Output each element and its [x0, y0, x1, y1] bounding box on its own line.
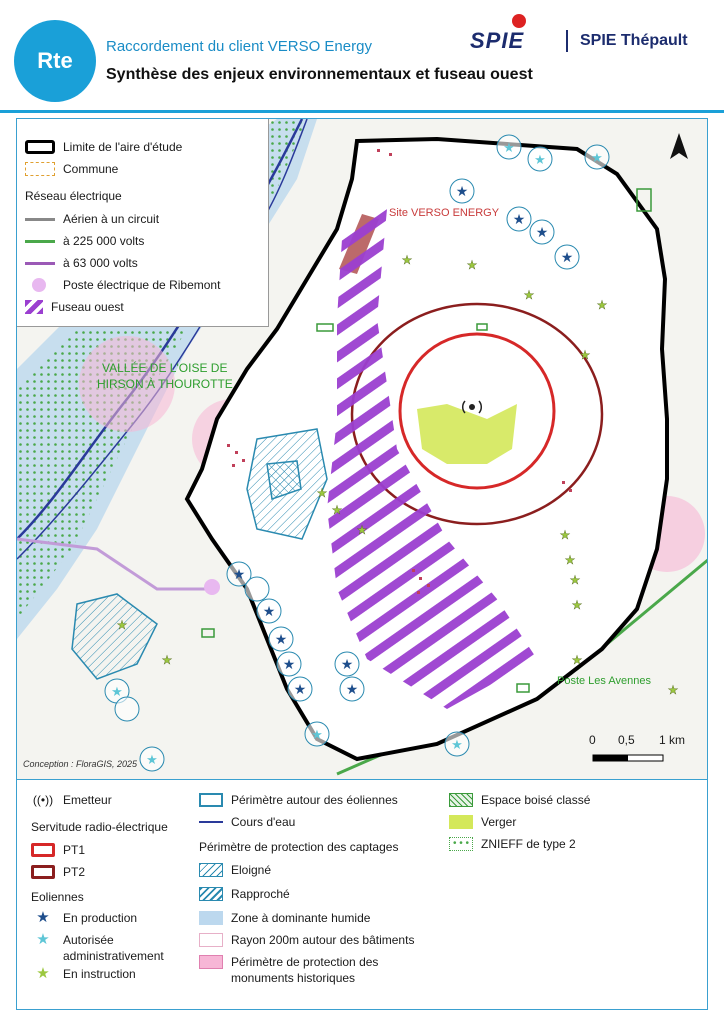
- legend-monuments: [199, 954, 378, 970]
- svg-text:★: ★: [579, 348, 591, 362]
- legend-boise: [449, 792, 590, 808]
- legend-label: PT1: [63, 843, 86, 857]
- legend-heading: Servitude radio-électrique: [31, 820, 168, 834]
- legend-eloigne: [199, 862, 271, 878]
- legend-label: Autorisée: [63, 933, 114, 947]
- svg-text:★: ★: [262, 603, 276, 619]
- document-subtitle: Synthèse des enjeux environnementaux et fuseau ouest: [106, 66, 533, 83]
- svg-text:★: ★: [401, 253, 413, 267]
- legend-heading: Eoliennes: [31, 890, 84, 904]
- legend-label: à 225 000 volts: [63, 234, 145, 248]
- line-225kv-icon: [25, 234, 55, 248]
- legend-verger: [449, 814, 516, 830]
- legend-label: Verger: [481, 815, 517, 829]
- legend-heading: Réseau électrique: [25, 189, 122, 203]
- legend-label: Périmètre autour des éoliennes: [231, 793, 398, 807]
- svg-text:★: ★: [455, 183, 469, 199]
- emitter-icon: ((•)): [32, 793, 54, 807]
- legend-label: Fuseau ouest: [51, 300, 124, 314]
- rayon-icon: [199, 933, 223, 947]
- legend-label: Aérien à un circuit: [63, 212, 160, 226]
- legend-label: Zone à dominante humide: [231, 911, 371, 925]
- legend-label: administrativement: [63, 949, 164, 963]
- legend-label: Périmètre de protection des: [231, 955, 379, 969]
- legend-label: Espace boisé classé: [481, 793, 591, 807]
- svg-text:★: ★: [466, 258, 478, 272]
- poste-icon: [25, 278, 55, 292]
- legend-limite: [25, 139, 182, 155]
- header: [0, 0, 724, 110]
- svg-text:★: ★: [451, 737, 463, 752]
- legend-monuments-line2: [231, 970, 355, 986]
- commune-icon: [25, 162, 55, 176]
- legend-label: Emetteur: [63, 793, 112, 807]
- svg-text:★: ★: [503, 140, 515, 155]
- legend-production: [31, 910, 137, 926]
- legend-autorisee: [31, 932, 114, 948]
- svg-text:★: ★: [667, 683, 679, 697]
- captage-eloigne: [72, 594, 157, 679]
- site-verso-label: Site VERSO ENERGY: [389, 207, 500, 219]
- legend-zone-humide: [199, 910, 370, 926]
- svg-text:★: ★: [293, 681, 307, 697]
- scale-label-half: 0,5: [618, 733, 635, 747]
- rapproche-icon: [199, 887, 223, 901]
- svg-text:★: ★: [331, 503, 343, 517]
- legend-label: Rayon 200m autour des bâtiments: [231, 933, 415, 947]
- legend-instruction: [31, 966, 136, 982]
- svg-text:★: ★: [232, 566, 246, 582]
- legend-label: En production: [63, 911, 138, 925]
- pt1-icon: [31, 843, 55, 857]
- legend-label: PT2: [63, 865, 86, 879]
- legend-emetteur: [31, 792, 112, 808]
- legend-pt2: [31, 864, 85, 880]
- line-63kv-icon: [25, 256, 55, 270]
- legend-label: à 63 000 volts: [63, 256, 138, 270]
- svg-text:★: ★: [564, 553, 576, 567]
- conception-credit: Conception : FloraGIS, 2025: [23, 759, 138, 769]
- legend-commune: [25, 161, 118, 177]
- partner-name: SPIE Thépault: [580, 32, 688, 49]
- svg-text:★: ★: [571, 598, 583, 612]
- legend-pt1: [31, 842, 85, 858]
- svg-text:★: ★: [512, 211, 526, 227]
- svg-text:★: ★: [340, 656, 354, 672]
- boise-icon: [449, 793, 473, 807]
- header-divider: [0, 110, 724, 113]
- znieff-icon: • • •: [449, 837, 473, 851]
- legend-label: ZNIEFF de type 2: [481, 837, 576, 851]
- aerien-icon: [25, 212, 55, 226]
- svg-text:★: ★: [560, 249, 574, 265]
- vallee-label-line2: HIRSON À THOUROTTE: [97, 377, 233, 391]
- svg-text:★: ★: [116, 618, 128, 632]
- svg-text:★: ★: [591, 150, 603, 165]
- map-legend: [17, 119, 269, 327]
- legend-heading: Périmètre de protection des captages: [199, 840, 399, 854]
- svg-text:★: ★: [146, 752, 158, 767]
- legend-label: Limite de l'aire d'étude: [63, 140, 183, 154]
- scale-bar: [593, 755, 663, 761]
- svg-text:★: ★: [282, 656, 296, 672]
- svg-text:★: ★: [311, 727, 323, 742]
- svg-text:★: ★: [345, 681, 359, 697]
- cours-eau-icon: [199, 815, 223, 829]
- star-autorisee-icon: ★: [36, 931, 50, 948]
- legend: [16, 780, 708, 1010]
- scale-label-0: 0: [589, 733, 596, 747]
- poste-ribemont: [204, 579, 220, 595]
- svg-text:★: ★: [523, 288, 535, 302]
- legend-label: En instruction: [63, 967, 136, 981]
- legend-perimetre-eoliennes: [199, 792, 398, 808]
- vallee-label-line1: VALLÉE DE L'OISE DE: [102, 361, 228, 375]
- star-production-icon: ★: [36, 909, 50, 926]
- orchard: [417, 404, 517, 464]
- legend-cours-eau: [199, 814, 295, 830]
- perimetre-eoliennes-icon: [199, 793, 223, 807]
- svg-text:★: ★: [569, 573, 581, 587]
- svg-text:★: ★: [111, 684, 123, 699]
- svg-text:★: ★: [596, 298, 608, 312]
- legend-label: Rapproché: [231, 887, 290, 901]
- legend-225kv: [25, 233, 144, 249]
- limite-icon: [25, 140, 55, 154]
- svg-text:★: ★: [571, 653, 583, 667]
- document-title: Raccordement du client VERSO Energy: [106, 38, 372, 55]
- legend-label: Poste électrique de Ribemont: [63, 278, 221, 292]
- monuments-icon: [199, 955, 223, 969]
- legend-63kv: [25, 255, 138, 271]
- svg-text:★: ★: [274, 631, 288, 647]
- legend-znieff: [449, 836, 576, 852]
- legend-fuseau: [25, 299, 124, 315]
- svg-text:★: ★: [559, 528, 571, 542]
- logo-separator: [566, 30, 568, 52]
- legend-label: monuments historiques: [231, 971, 356, 985]
- svg-text:★: ★: [316, 486, 328, 500]
- svg-text:★: ★: [161, 653, 173, 667]
- svg-text:★: ★: [534, 152, 546, 167]
- legend-autorisee-line2: [63, 948, 164, 964]
- eloigne-icon: [199, 863, 223, 877]
- north-arrow-icon: [670, 133, 688, 159]
- legend-label: Commune: [63, 162, 119, 176]
- map[interactable]: [16, 118, 708, 780]
- svg-text:★: ★: [356, 523, 368, 537]
- legend-aerien: [25, 211, 159, 227]
- legend-rapproche: [199, 886, 290, 902]
- legend-rayon: [199, 932, 414, 948]
- svg-text:★: ★: [535, 224, 549, 240]
- legend-poste: [25, 277, 220, 293]
- star-instruction-icon: ★: [36, 965, 50, 982]
- verger-icon: [449, 815, 473, 829]
- legend-label: Cours d'eau: [231, 815, 296, 829]
- zone-humide-icon: [199, 911, 223, 925]
- spie-logo-icon: [512, 14, 526, 28]
- rte-logo: Rte: [14, 20, 96, 102]
- fuseau-icon: [25, 300, 43, 314]
- pt2-icon: [31, 865, 55, 879]
- scale-label-1km: 1 km: [659, 733, 686, 747]
- spie-logo: SPIE: [470, 28, 525, 53]
- poste-avennes-label: Poste Les Avennes: [557, 675, 651, 687]
- legend-label: Eloigné: [231, 863, 272, 877]
